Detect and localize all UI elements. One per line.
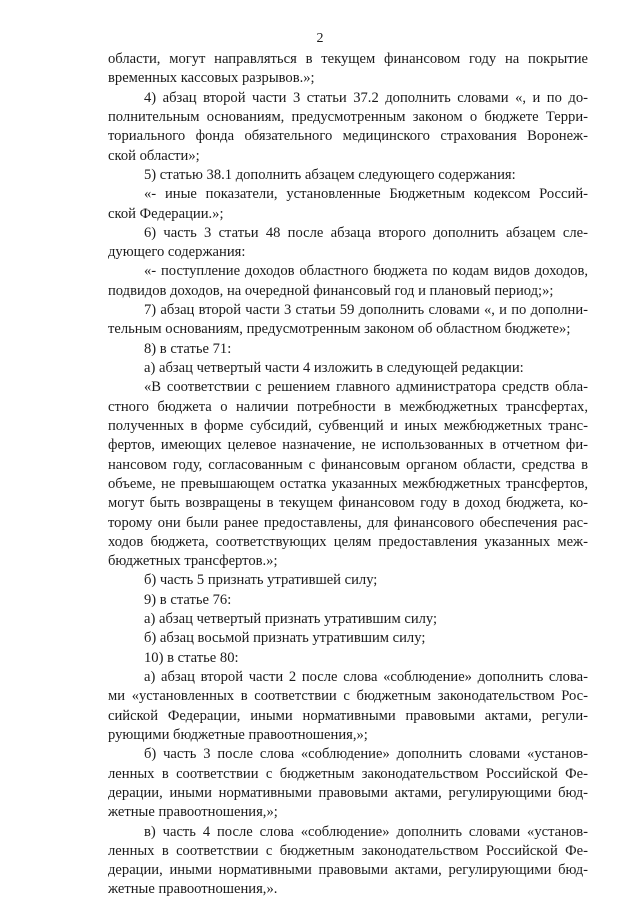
text-line: дерации, иными нормативными правовыми актами, регулирующими бюд- bbox=[108, 784, 588, 801]
text-line: 6) часть 3 статьи 48 после абзаца второго дополнить абзацем сле- bbox=[144, 224, 588, 241]
document-body bbox=[108, 50, 588, 900]
text-line: 9) в статье 76: bbox=[144, 591, 232, 608]
text-line: 4) абзац второй части 3 статьи 37.2 дополнить словами «, и по до- bbox=[144, 89, 588, 106]
text-line: а) абзац второй части 2 после слова «соблюдение» дополнить слова- bbox=[144, 669, 588, 685]
text-line: стного бюджета о наличии потребности в межбюджетных трансфертах, bbox=[108, 398, 588, 415]
text-line: б) часть 5 признать утратившей силу; bbox=[144, 572, 378, 589]
page-number: 2 bbox=[316, 31, 324, 46]
text-line: ми «установленных в соответствии с бюджетным законодательством Рос- bbox=[108, 688, 588, 705]
text-line: ленных в соответствии с бюджетным законодательством Российской Фе- bbox=[108, 842, 588, 859]
text-line: б) абзац восьмой признать утратившим силу; bbox=[144, 630, 426, 647]
text-line: торому они были ранее предоставлены, для финансового обеспечения рас- bbox=[108, 514, 588, 531]
text-line: жетные правоотношения,». bbox=[108, 881, 278, 898]
text-line: нансовом году, согласованным с финансовым органом области, средства в bbox=[108, 456, 588, 473]
text-line: ходов бюджета, соответствующих целям предоставления указанных меж- bbox=[108, 533, 588, 550]
text-line: 7) абзац второй части 3 статьи 59 дополнить словами «, и по дополни- bbox=[144, 302, 588, 319]
text-line: могут быть возвращены в текущем финансовом году в доход бюджета, ко- bbox=[108, 495, 588, 512]
text-line: подвидов доходов, на очередной финансовый год и плановый период;»; bbox=[108, 282, 554, 299]
text-line: рующими бюджетные правоотношения,»; bbox=[108, 726, 368, 743]
text-line: объеме, не превышающем остатка указанных межбюджетных трансфертов, bbox=[108, 475, 588, 492]
text-line: а) абзац четвертый признать утратившим силу; bbox=[144, 611, 438, 628]
text-line: ской Федерации.»; bbox=[108, 205, 224, 222]
text-line: 5) статью 38.1 дополнить абзацем следующего содержания: bbox=[144, 166, 516, 183]
text-line: ториального фонда обязательного медицинского страхования Воронеж- bbox=[108, 128, 588, 145]
text-line: «В соответствии с решением главного администратора средств обла- bbox=[144, 379, 588, 396]
text-line: «- иные показатели, установленные Бюджетным кодексом Россий- bbox=[144, 186, 588, 203]
text-line: в) часть 4 после слова «соблюдение» дополнить словами «установ- bbox=[144, 823, 588, 840]
text-line: жетные правоотношения,»; bbox=[108, 804, 278, 821]
text-line: дующего содержания: bbox=[108, 244, 246, 261]
text-line: бюджетных трансфертов.»; bbox=[108, 553, 278, 570]
text-line: фертов, имеющих целевое назначение, не использованных в отчетном фи- bbox=[108, 437, 588, 454]
text-line: ской области»; bbox=[108, 147, 200, 164]
text-line: временных кассовых разрывов.»; bbox=[108, 70, 315, 87]
text-line: тельным основаниям, предусмотренным законом об областном бюджете»; bbox=[108, 321, 571, 338]
text-line: полнительным основаниям, предусмотренным законом о бюджете Терри- bbox=[108, 108, 588, 125]
text-line: б) часть 3 после слова «соблюдение» дополнить словами «установ- bbox=[144, 746, 588, 763]
text-line: «- поступление доходов областного бюджета по кодам видов доходов, bbox=[144, 263, 588, 280]
text-line: области, могут направляться в текущем финансовом году на покрытие bbox=[108, 51, 588, 67]
text-line: 8) в статье 71: bbox=[144, 340, 232, 357]
text-line: сийской Федерации, иными нормативными правовыми актами, регули- bbox=[108, 707, 588, 724]
text-line: полученных в форме субсидий, субвенций и иных межбюджетных транс- bbox=[108, 417, 588, 434]
text-line: ленных в соответствии с бюджетным законодательством Российской Фе- bbox=[108, 765, 588, 782]
text-line: 10) в статье 80: bbox=[144, 649, 239, 666]
text-line: дерации, иными нормативными правовыми актами, регулирующими бюд- bbox=[108, 862, 588, 879]
text-line: а) абзац четвертый части 4 изложить в следующей редакции: bbox=[144, 360, 524, 376]
